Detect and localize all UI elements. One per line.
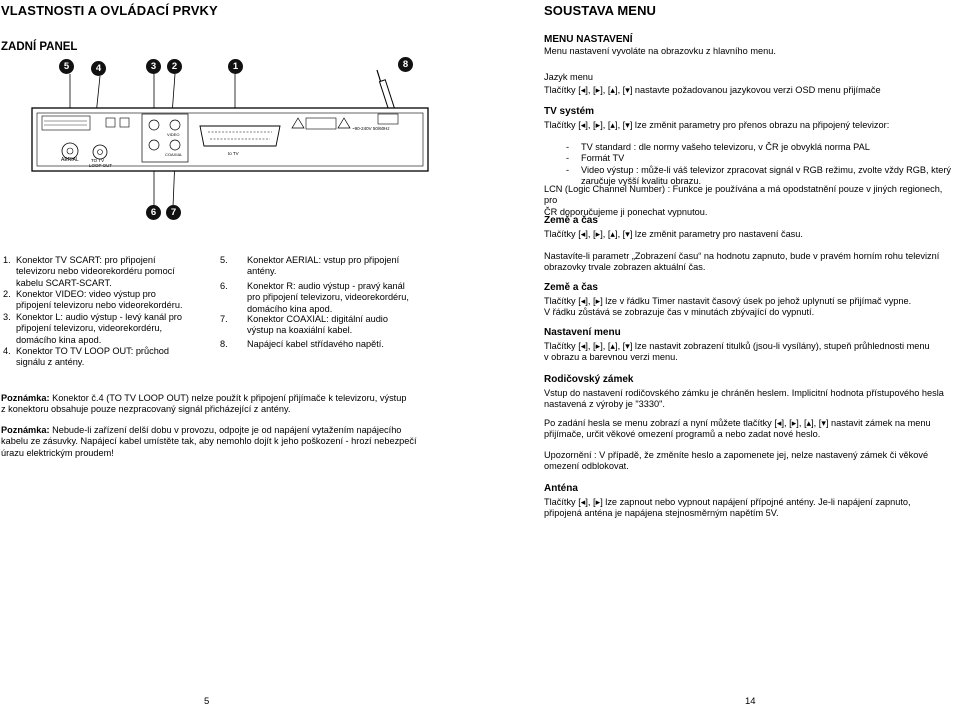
time-display-text: Nastavíte-li parametr „Zobrazení času“ na hodnotu zapnuto, bude v pravém horním rohu televizní obrazovky trvale zobrazen aktuální čas. xyxy=(544,251,940,273)
marker-4: 4 xyxy=(91,61,106,76)
marker-6: 6 xyxy=(146,205,161,220)
label-tv-loop-1: TO TV xyxy=(91,158,105,163)
country-time-line-1: Tlačítky [◂], [▸], [▴], [▾] lze změnit parametry pro nastavení času. xyxy=(544,229,803,239)
menu-settings-desc: Menu nastavení vyvoláte na obrazovku z hlavního menu. xyxy=(544,46,776,56)
lcn-text: LCN (Logic Channel Number) : Funkce je používána a má opodstatnění pouze v jiných regionech, pro ČR doporučujeme ji ponechat vypnutou. xyxy=(544,184,943,217)
note-loop-out: Poznámka: Konektor č.4 (TO TV LOOP OUT) nelze použít k připojení přijímače k televizoru, výstup z konektoru obsahuje pouze nezpracovaný signál přicházející z antény. xyxy=(1,393,407,415)
language-title: Jazyk menu xyxy=(544,72,594,82)
label-scart: to TV xyxy=(228,151,239,156)
marker-2: 2 xyxy=(167,59,182,74)
antenna-text: Tlačítky [◂], [▸] lze zapnout nebo vypnout napájení přípojné antény. Je-li napájení zapnuto, připojená anténa je napájena stejnosměrným napětím 5V. xyxy=(544,497,911,519)
tv-bullet-list xyxy=(566,142,956,188)
page-title-left: VLASTNOSTI A OVLÁDACÍ PRVKY xyxy=(1,3,218,18)
menu-setup-title: Nastavení menu xyxy=(544,327,621,338)
menu-settings-title: MENU NASTAVENÍ xyxy=(544,34,633,45)
antenna-title: Anténa xyxy=(544,483,578,494)
label-power: ~90-240V 50/60Hz xyxy=(352,126,390,131)
list-item: - Formát TV xyxy=(566,153,625,164)
country-time-text-2: Tlačítky [◂], [▸] lze v řádku Timer nastavit časový úsek po jehož uplynutí se přijímač vypne. V řádku zůstává se zobrazuje čas v minutách zbývající do vypnutí. xyxy=(544,296,912,318)
rear-panel-diagram xyxy=(30,52,430,227)
tv-system-title: TV systém xyxy=(544,106,595,117)
label-tv-loop-2: LOOP OUT xyxy=(89,163,113,168)
page-title-right: SOUSTAVA MENU xyxy=(544,3,657,18)
marker-1: 1 xyxy=(228,59,243,74)
section-title-rear-panel: ZADNÍ PANEL xyxy=(1,41,78,53)
marker-8: 8 xyxy=(398,57,413,72)
marker-5: 5 xyxy=(59,59,74,74)
menu-setup-text: Tlačítky [◂], [▸], [▴], [▾] lze nastavit zobrazení titulků (jsou-li vysílány), stupeň průhlednosti menu v obrazu a barevnou verzi menu. xyxy=(544,341,930,363)
note-power: Poznámka: Nebude-li zařízení delší dobu v provozu, odpojte je od napájení vytažením napájecího kabelu ze zásuvky. Napájecí kabel umístěte tak, aby nemohlo dojít k jeho poškození - hrozí nebezpečí úrazu elektrickým proudem! xyxy=(1,425,417,458)
parental-lock-warning: Upozornění : V případě, že změníte heslo a zapomenete jej, nelze nastavený zámek či věkové omezení odblokovat. xyxy=(544,450,929,472)
marker-3: 3 xyxy=(146,59,161,74)
list-item: - Video výstup : může-li váš televizor zpracovat signál v RGB režimu, zvolte vždy RGB, který zaručuje vyšší kvalitu obrazu. xyxy=(566,164,952,187)
list-item: - TV standard : dle normy vašeho televizoru, v ČR je obvyklá norma PAL xyxy=(566,142,870,152)
label-video: VIDEO xyxy=(167,132,180,137)
language-line: Tlačítky [◂], [▸], [▴], [▾] nastavte požadovanou jazykovou verzi OSD menu přijímače xyxy=(544,85,881,95)
label-aerial: AERIAL xyxy=(61,157,79,163)
country-time-title-1: Země a čas xyxy=(544,215,598,226)
page-number-right: 14 xyxy=(745,696,756,707)
marker-7: 7 xyxy=(166,205,181,220)
page-number-left: 5 xyxy=(204,696,210,707)
label-coaxial: COAXIAL xyxy=(165,152,183,157)
parental-lock-title: Rodičovský zámek xyxy=(544,374,634,385)
parental-lock-text: Vstup do nastavení rodičovského zámku je chráněn heslem. Implicitní hodnota přístupového hesla nastavená z výroby je "3330". xyxy=(544,388,944,410)
tv-system-line: Tlačítky [◂], [▸], [▴], [▾] lze změnit parametry pro přenos obrazu na připojený televizor: xyxy=(544,120,890,130)
parental-lock-text-2: Po zadání hesla se menu zobrazí a nyní můžete tlačítky [◂], [▸], [▴], [▾] nastavit zámek na menu přijímače, určit věkové omezení programů a nebo zadat nové heslo. xyxy=(544,418,931,440)
country-time-title-2: Země a čas xyxy=(544,282,598,293)
